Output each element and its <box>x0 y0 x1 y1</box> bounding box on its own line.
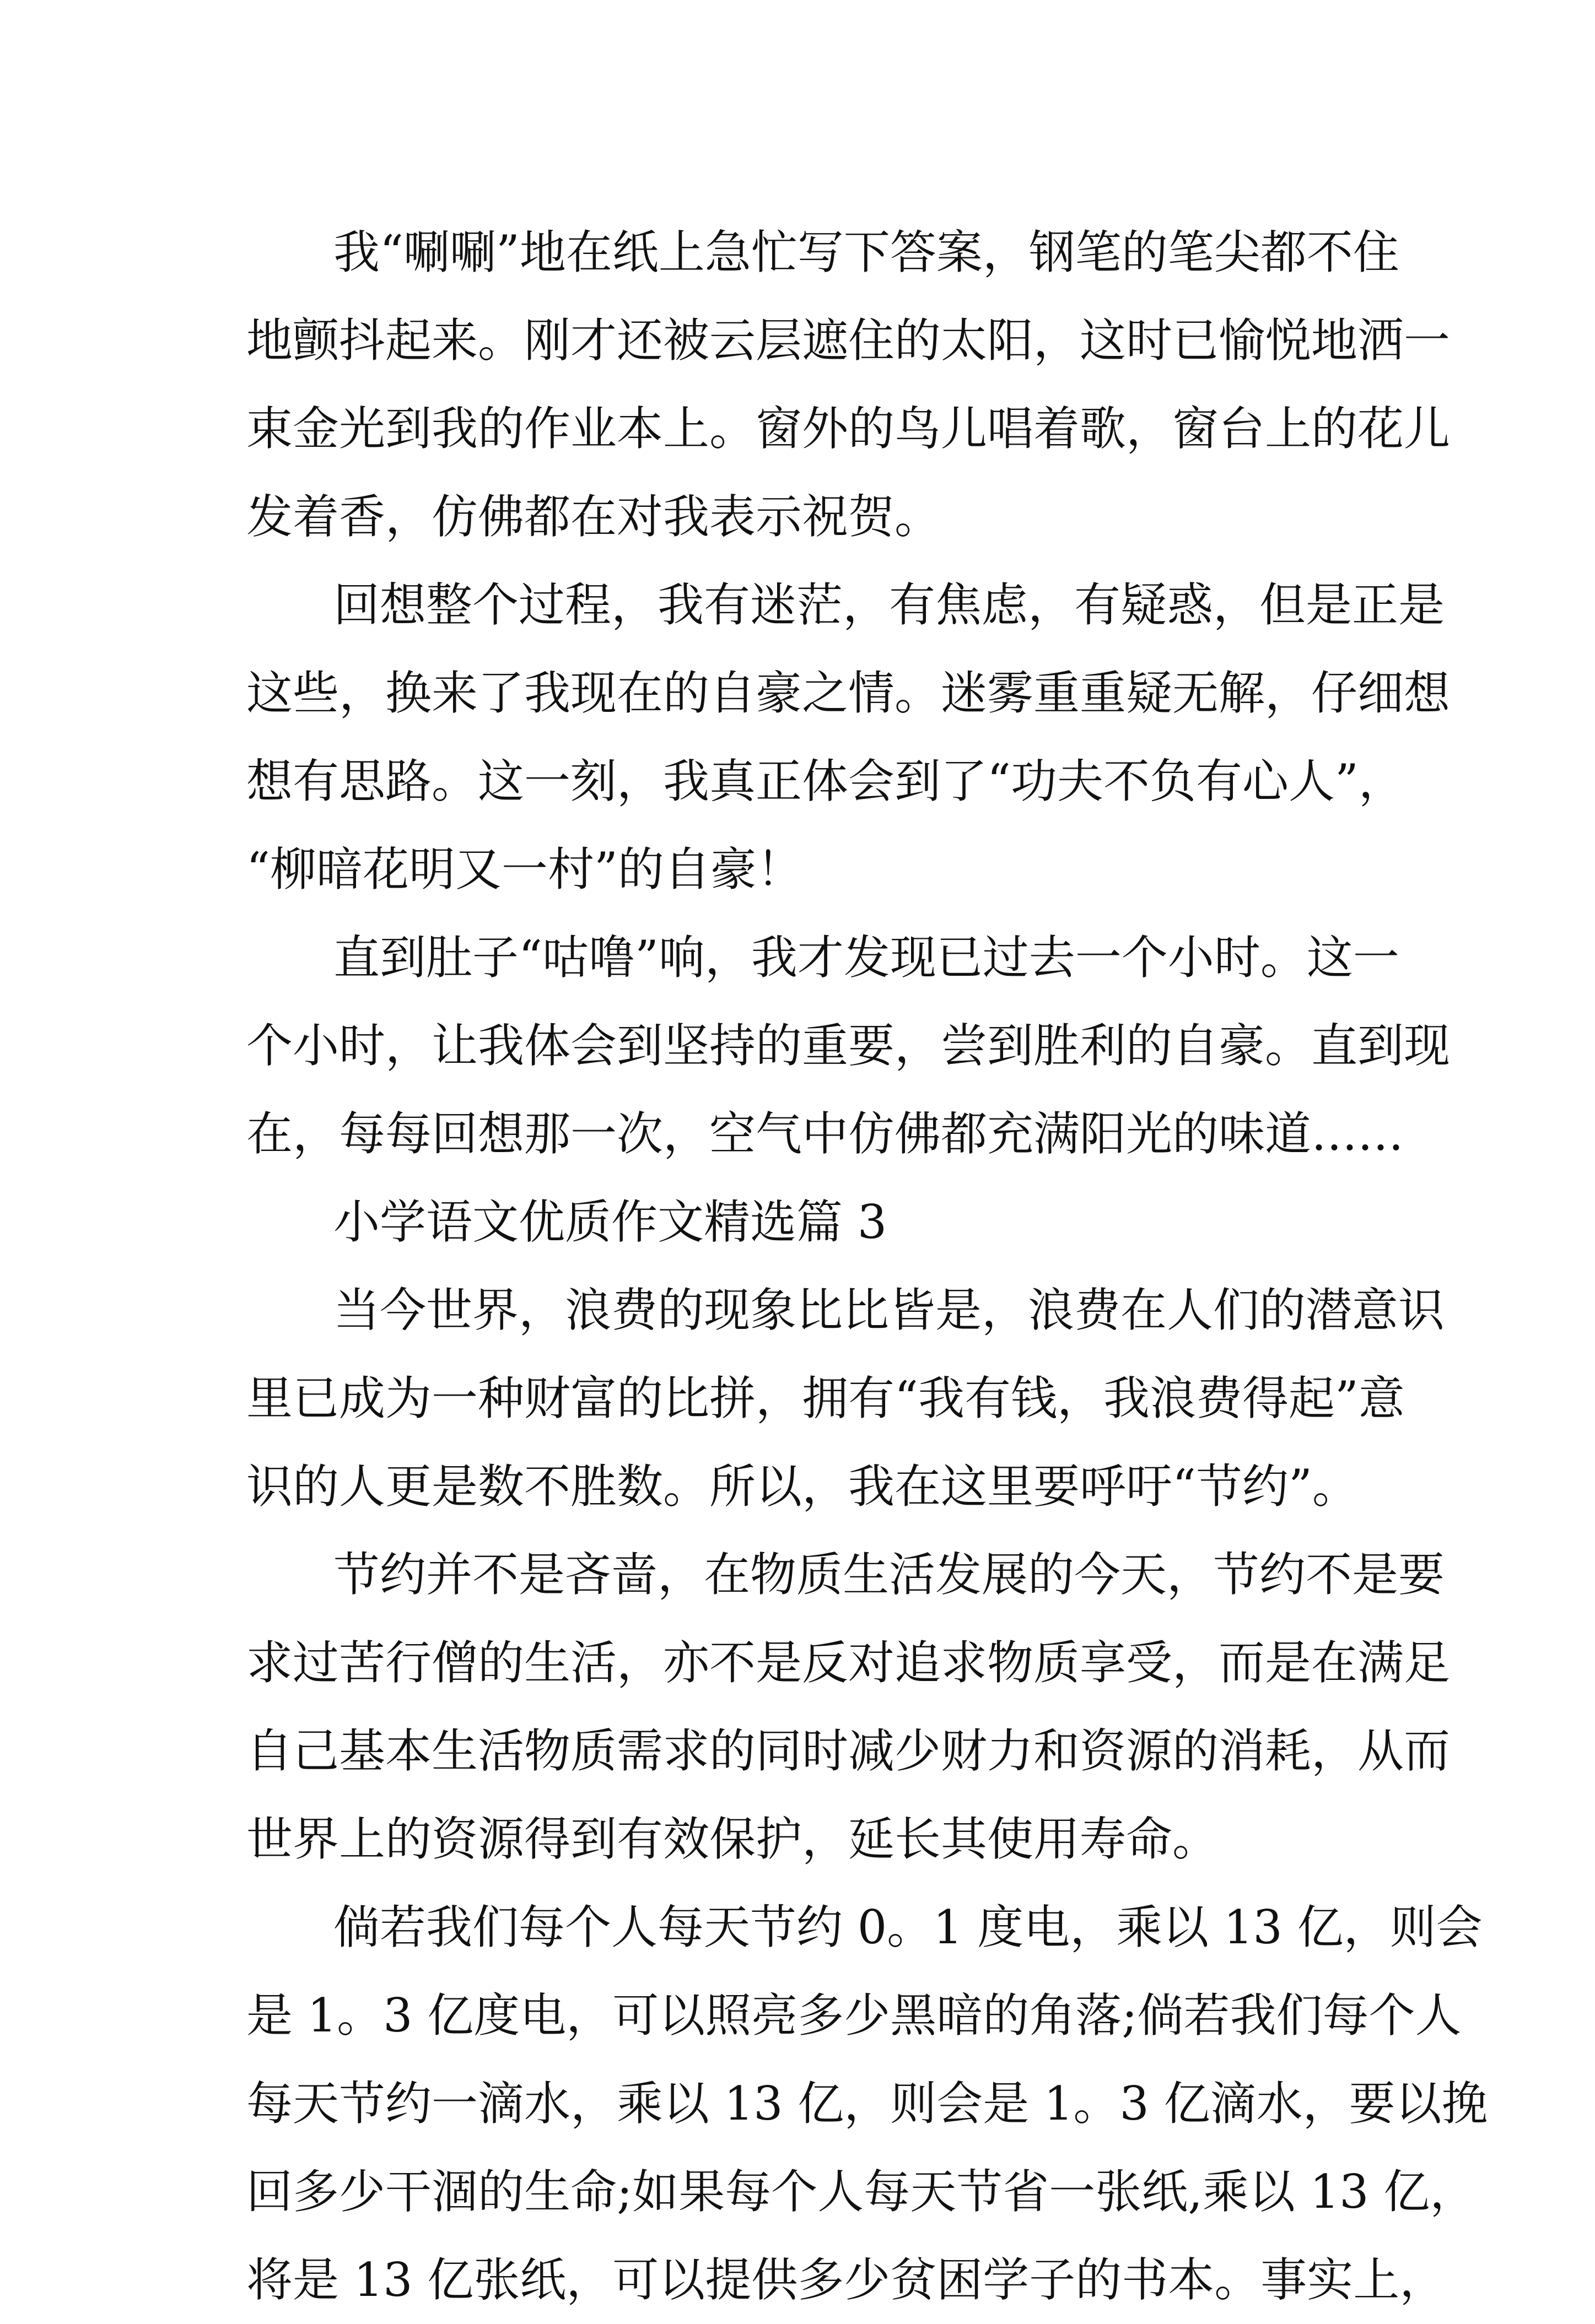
text-line: 直到肚子“咕噜”响，我才发现已过去一个小时。这一 <box>333 931 1399 985</box>
text-line: 回想整个过程，我有迷茫，有焦虑，有疑惑，但是正是 <box>333 578 1445 632</box>
text-line: “柳暗花明又一村”的自豪！ <box>246 842 803 896</box>
text-line: 想有思路。这一刻，我真正体会到了“功夫不负有心人”， <box>246 754 1405 808</box>
text-line: 回多少干涸的生命;如果每个人每天节省一张纸,乘以 13 亿， <box>246 2165 1477 2219</box>
text-line: 个小时，让我体会到坚持的重要，尝到胜利的自豪。直到现 <box>246 1019 1451 1073</box>
text-line: 将是 13 亿张纸，可以提供多少贫困学子的书本。事实上， <box>246 2253 1446 2307</box>
text-line: 节约并不是吝啬，在物质生活发展的今天，节约不是要 <box>333 1548 1445 1602</box>
text-line: 每天节约一滴水，乘以 13 亿，则会是 1。3 亿滴水，要以挽 <box>246 2077 1488 2131</box>
text-line: 地颤抖起来。刚才还被云层遮住的太阳，这时已愉悦地洒一 <box>246 314 1451 367</box>
text-line: 这些，换来了我现在的自豪之情。迷雾重重疑无解，仔细想 <box>246 666 1451 720</box>
text-line: 是 1。3 亿度电，可以照亮多少黑暗的角落;倘若我们每个人 <box>246 1988 1462 2042</box>
text-line: 识的人更是数不胜数。所以，我在这里要呼吁“节约”。 <box>246 1460 1359 1514</box>
text-line: 倘若我们每个人每天节约 0。1 度电，乘以 13 亿，则会 <box>333 1900 1483 1954</box>
document-body <box>246 208 1488 2324</box>
text-line: 束金光到我的作业本上。窗外的鸟儿唱着歌，窗台上的花儿 <box>246 402 1451 456</box>
text-line: 当今世界，浪费的现象比比皆是，浪费在人们的潜意识 <box>333 1283 1445 1337</box>
text-line: 在，每每回想那一次，空气中仿佛都充满阳光的味道…… <box>246 1107 1404 1161</box>
text-line: 世界上的资源得到有效保护，延长其使用寿命。 <box>246 1812 1219 1866</box>
text-line: 自己基本生活物质需求的同时减少财力和资源的消耗，从而 <box>246 1724 1451 1778</box>
text-line: 发着香，仿佛都在对我表示祝贺。 <box>246 490 941 544</box>
text-line: 求过苦行僧的生活，亦不是反对追求物质享受，而是在满足 <box>246 1636 1451 1690</box>
text-line: 里已成为一种财富的比拼，拥有“我有钱，我浪费得起”意 <box>246 1371 1405 1425</box>
section-heading: 小学语文优质作文精选篇 3 <box>333 1195 887 1249</box>
text-line: 我“唰唰”地在纸上急忙写下答案，钢笔的笔尖都不住 <box>333 225 1399 279</box>
